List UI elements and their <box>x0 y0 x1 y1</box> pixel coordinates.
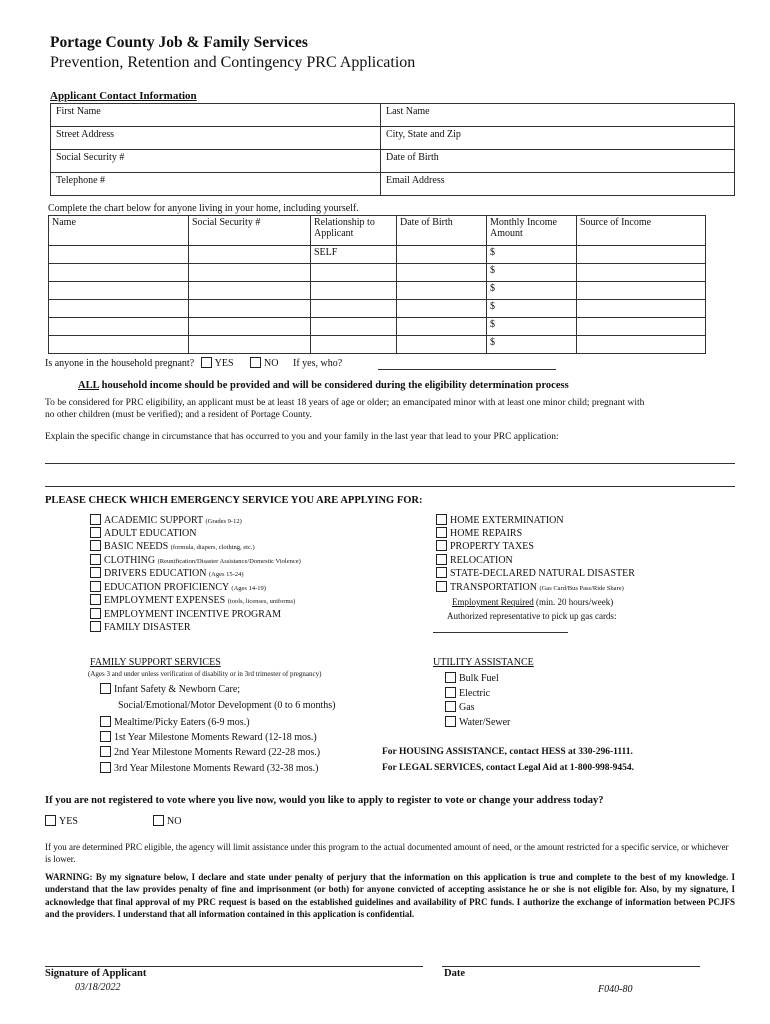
form-title: Prevention, Retention and Contingency PRC Application <box>50 54 416 71</box>
checkbox[interactable] <box>90 567 101 578</box>
email-field[interactable]: Email Address <box>381 173 735 196</box>
service-employment-expenses[interactable]: EMPLOYMENT EXPENSES (tools, licenses, uniforms) <box>90 594 295 608</box>
checkbox[interactable] <box>100 731 111 742</box>
warning-paragraph <box>45 871 735 920</box>
service-drivers-education[interactable]: DRIVERS EDUCATION (Ages 15-24) <box>90 567 243 581</box>
contact-row <box>51 127 735 150</box>
cell-income[interactable]: $ <box>487 282 577 300</box>
checkbox[interactable] <box>100 683 111 694</box>
cell-source[interactable] <box>577 246 706 264</box>
contact-row <box>51 104 735 127</box>
first-name-field[interactable]: First Name <box>51 104 381 127</box>
checkbox[interactable] <box>445 701 456 712</box>
checkbox[interactable] <box>90 621 101 632</box>
cell-source[interactable] <box>577 264 706 282</box>
pregnant-no-checkbox[interactable] <box>250 357 261 368</box>
checkbox[interactable] <box>90 527 101 538</box>
explain-line-2[interactable] <box>45 486 735 487</box>
checkbox[interactable] <box>445 687 456 698</box>
service-property-taxes[interactable]: PROPERTY TAXES <box>436 540 534 553</box>
table-row <box>49 282 706 300</box>
col-header-relationship: Relationship to Applicant <box>311 216 397 246</box>
revision-date: 03/18/2022 <box>75 982 121 993</box>
pregnant-who-label: If yes, who? <box>293 358 343 369</box>
household-instruction: Complete the chart below for anyone living in your home, including yourself. <box>48 203 359 214</box>
cell-name[interactable] <box>49 246 189 264</box>
income-note-all: ALL <box>78 380 100 391</box>
legal-contact: For LEGAL SERVICES, contact Legal Aid at 1-800-998-9454. <box>382 763 635 773</box>
household-header-row <box>49 216 706 246</box>
pregnant-who-line[interactable] <box>378 369 556 370</box>
cell-name[interactable] <box>49 282 189 300</box>
signature-line[interactable] <box>45 966 423 967</box>
col-header-source: Source of Income <box>577 216 706 246</box>
family-support-title: FAMILY SUPPORT SERVICES <box>90 657 221 668</box>
eligibility-text: To be considered for PRC eligibility, an applicant must be at least 18 years of age or older; an emancipated minor with at least one minor child; pregnant with no other children (must be verified); and a resident of Portage County. <box>45 398 645 420</box>
agency-title: Portage County Job & Family Services <box>50 34 308 51</box>
voter-question: If you are not registered to vote where you live now, would you like to apply to register to vote or change your address today? <box>45 795 604 806</box>
table-row <box>49 300 706 318</box>
cell-source[interactable] <box>577 300 706 318</box>
date-label: Date <box>444 968 465 979</box>
service-clothing[interactable]: CLOTHING (Reunification/Disaster Assistance/Domestic Violence) <box>90 554 301 568</box>
city-state-zip-field[interactable]: City, State and Zip <box>381 127 735 150</box>
cell-dob[interactable] <box>397 300 487 318</box>
checkbox[interactable] <box>90 540 101 551</box>
pregnant-yes-checkbox[interactable] <box>201 357 212 368</box>
family-infant-safety[interactable]: Infant Safety & Newborn Care; <box>100 683 240 696</box>
cell-source[interactable] <box>577 318 706 336</box>
authorized-rep-label: Authorized representative to pick up gas cards: <box>447 611 617 621</box>
checkbox[interactable] <box>90 581 101 592</box>
service-home-repairs[interactable]: HOME REPAIRS <box>436 527 522 540</box>
cell-ssn[interactable] <box>189 318 311 336</box>
checkbox[interactable] <box>45 815 56 826</box>
explain-line-1[interactable] <box>45 463 735 464</box>
cell-ssn[interactable] <box>189 300 311 318</box>
cell-ssn[interactable] <box>189 282 311 300</box>
cell-name[interactable] <box>49 264 189 282</box>
contact-table <box>50 103 735 196</box>
cell-income[interactable]: $ <box>487 336 577 354</box>
cell-relationship[interactable] <box>311 300 397 318</box>
col-header-dob: Date of Birth <box>397 216 487 246</box>
checkbox[interactable] <box>436 554 447 565</box>
table-row <box>49 246 706 264</box>
authorized-rep-line[interactable] <box>433 632 568 633</box>
cell-relationship[interactable]: SELF <box>311 246 397 264</box>
utility-title: UTILITY ASSISTANCE <box>433 657 534 668</box>
telephone-field[interactable]: Telephone # <box>51 173 381 196</box>
family-support-note: (Ages 3 and under unless verification of disability or in 3rd trimester of pregnancy) <box>88 670 322 678</box>
service-transportation[interactable]: TRANSPORTATION (Gas Card/Bus Pass/Ride Share) <box>436 581 624 595</box>
cell-relationship[interactable] <box>311 318 397 336</box>
cell-source[interactable] <box>577 282 706 300</box>
form-number: F040-80 <box>598 984 633 995</box>
cell-relationship[interactable] <box>311 282 397 300</box>
voter-no[interactable]: NO <box>153 815 181 828</box>
family-mealtime[interactable]: Mealtime/Picky Eaters (6-9 mos.) <box>100 716 250 729</box>
checkbox[interactable] <box>100 716 111 727</box>
checkbox[interactable] <box>100 746 111 757</box>
housing-contact: For HOUSING ASSISTANCE, contact HESS at 330-296-1111. <box>382 747 633 757</box>
utility-bulk-fuel[interactable]: Bulk Fuel <box>445 672 499 685</box>
checkbox[interactable] <box>436 527 447 538</box>
checkbox[interactable] <box>436 567 447 578</box>
col-header-ssn: Social Security # <box>189 216 311 246</box>
pregnant-question: Is anyone in the household pregnant? <box>45 358 195 369</box>
last-name-field[interactable]: Last Name <box>381 104 735 127</box>
income-note <box>78 380 569 391</box>
cell-income[interactable]: $ <box>487 264 577 282</box>
service-employment-incentive[interactable]: EMPLOYMENT INCENTIVE PROGRAM <box>90 608 281 621</box>
utility-water-sewer[interactable]: Water/Sewer <box>445 716 510 729</box>
checkbox[interactable] <box>153 815 164 826</box>
warning-label: WARNING: <box>45 872 93 882</box>
cell-source[interactable] <box>577 336 706 354</box>
service-basic-needs[interactable]: BASIC NEEDS (formula, diapers, clothing, etc.) <box>90 540 255 554</box>
checkbox[interactable] <box>445 716 456 727</box>
explain-text: Explain the specific change in circumstance that has occurred to you and your family in the last year that lead to your PRC application: <box>45 432 559 442</box>
service-home-extermination[interactable]: HOME EXTERMINATION <box>436 514 564 527</box>
date-of-birth-field[interactable]: Date of Birth <box>381 150 735 173</box>
income-note-text: household income should be provided and will be considered during the eligibility determination process <box>99 380 569 391</box>
cell-income[interactable]: $ <box>487 246 577 264</box>
cell-relationship[interactable] <box>311 264 397 282</box>
checkbox[interactable] <box>90 594 101 605</box>
warning-text: By my signature below, I declare and state under penalty of perjury that the information on this application is true and complete to the best of my knowledge. I understand that the law provides penalty of fine and imprisonment (or both) for anyone convicted of accepting assistance he or she is not eligible for. Also, by my signature, I acknowledge that final approval of my PRC request is based on the established guidelines and availability of PRC funds. I authorize the exchange of information between PCJFS and the providers. I understand that all information contained in this application is confidential. <box>45 872 735 919</box>
table-row <box>49 264 706 282</box>
service-relocation[interactable]: RELOCATION <box>436 554 513 567</box>
cell-ssn[interactable] <box>189 246 311 264</box>
date-line[interactable] <box>442 966 700 967</box>
checkbox[interactable] <box>90 554 101 565</box>
checkbox[interactable] <box>90 514 101 525</box>
cell-dob[interactable] <box>397 318 487 336</box>
checkbox[interactable] <box>436 540 447 551</box>
cell-ssn[interactable] <box>189 264 311 282</box>
service-adult-education[interactable]: ADULT EDUCATION <box>90 527 197 540</box>
family-3rd-year[interactable]: 3rd Year Milestone Moments Reward (32-38 mos.) <box>100 762 318 775</box>
household-table <box>48 215 706 354</box>
pregnant-no-label: NO <box>264 358 279 369</box>
emergency-title: PLEASE CHECK WHICH EMERGENCY SERVICE YOU ARE APPLYING FOR: <box>45 495 423 506</box>
family-2nd-year[interactable]: 2nd Year Milestone Moments Reward (22-28 mos.) <box>100 746 320 759</box>
cell-dob[interactable] <box>397 246 487 264</box>
table-row <box>49 336 706 354</box>
pregnant-yes-label: YES <box>214 358 234 369</box>
checkbox[interactable] <box>445 672 456 683</box>
cell-dob[interactable] <box>397 282 487 300</box>
contact-section-title: Applicant Contact Information <box>50 90 197 102</box>
service-family-disaster[interactable]: FAMILY DISASTER <box>90 621 191 634</box>
cell-name[interactable] <box>49 318 189 336</box>
checkbox[interactable] <box>100 762 111 773</box>
cell-income[interactable]: $ <box>487 318 577 336</box>
col-header-income: Monthly Income Amount <box>487 216 577 246</box>
contact-row <box>51 173 735 196</box>
cell-name[interactable] <box>49 336 189 354</box>
checkbox[interactable] <box>90 608 101 619</box>
family-1st-year[interactable]: 1st Year Milestone Moments Reward (12-18 mos.) <box>100 731 317 744</box>
service-education-proficiency[interactable]: EDUCATION PROFICIENCY (Ages 14-19) <box>90 581 266 595</box>
street-address-field[interactable]: Street Address <box>51 127 381 150</box>
table-row <box>49 318 706 336</box>
service-natural-disaster[interactable]: STATE-DECLARED NATURAL DISASTER <box>436 567 635 580</box>
ssn-field[interactable]: Social Security # <box>51 150 381 173</box>
employment-required-note: Employment Required (min. 20 hours/week) <box>452 597 614 607</box>
family-social-emotional: Social/Emotional/Motor Development (0 to 6 months) <box>118 700 336 711</box>
utility-electric[interactable]: Electric <box>445 687 490 700</box>
cell-dob[interactable] <box>397 336 487 354</box>
cell-dob[interactable] <box>397 264 487 282</box>
cell-relationship[interactable] <box>311 336 397 354</box>
utility-gas[interactable]: Gas <box>445 701 475 714</box>
voter-yes[interactable]: YES <box>45 815 78 828</box>
cell-name[interactable] <box>49 300 189 318</box>
cell-income[interactable]: $ <box>487 300 577 318</box>
checkbox[interactable] <box>436 514 447 525</box>
contact-row <box>51 150 735 173</box>
col-header-name: Name <box>49 216 189 246</box>
signature-label: Signature of Applicant <box>45 968 147 979</box>
pregnant-question-row <box>45 357 342 369</box>
cell-ssn[interactable] <box>189 336 311 354</box>
service-academic-support[interactable]: ACADEMIC SUPPORT (Grades 9-12) <box>90 514 242 528</box>
checkbox[interactable] <box>436 581 447 592</box>
limit-text: If you are determined PRC eligible, the agency will limit assistance under this program to the actual documented amount of need, or the amount restricted for a specific service, or whichever is lower. <box>45 842 729 864</box>
